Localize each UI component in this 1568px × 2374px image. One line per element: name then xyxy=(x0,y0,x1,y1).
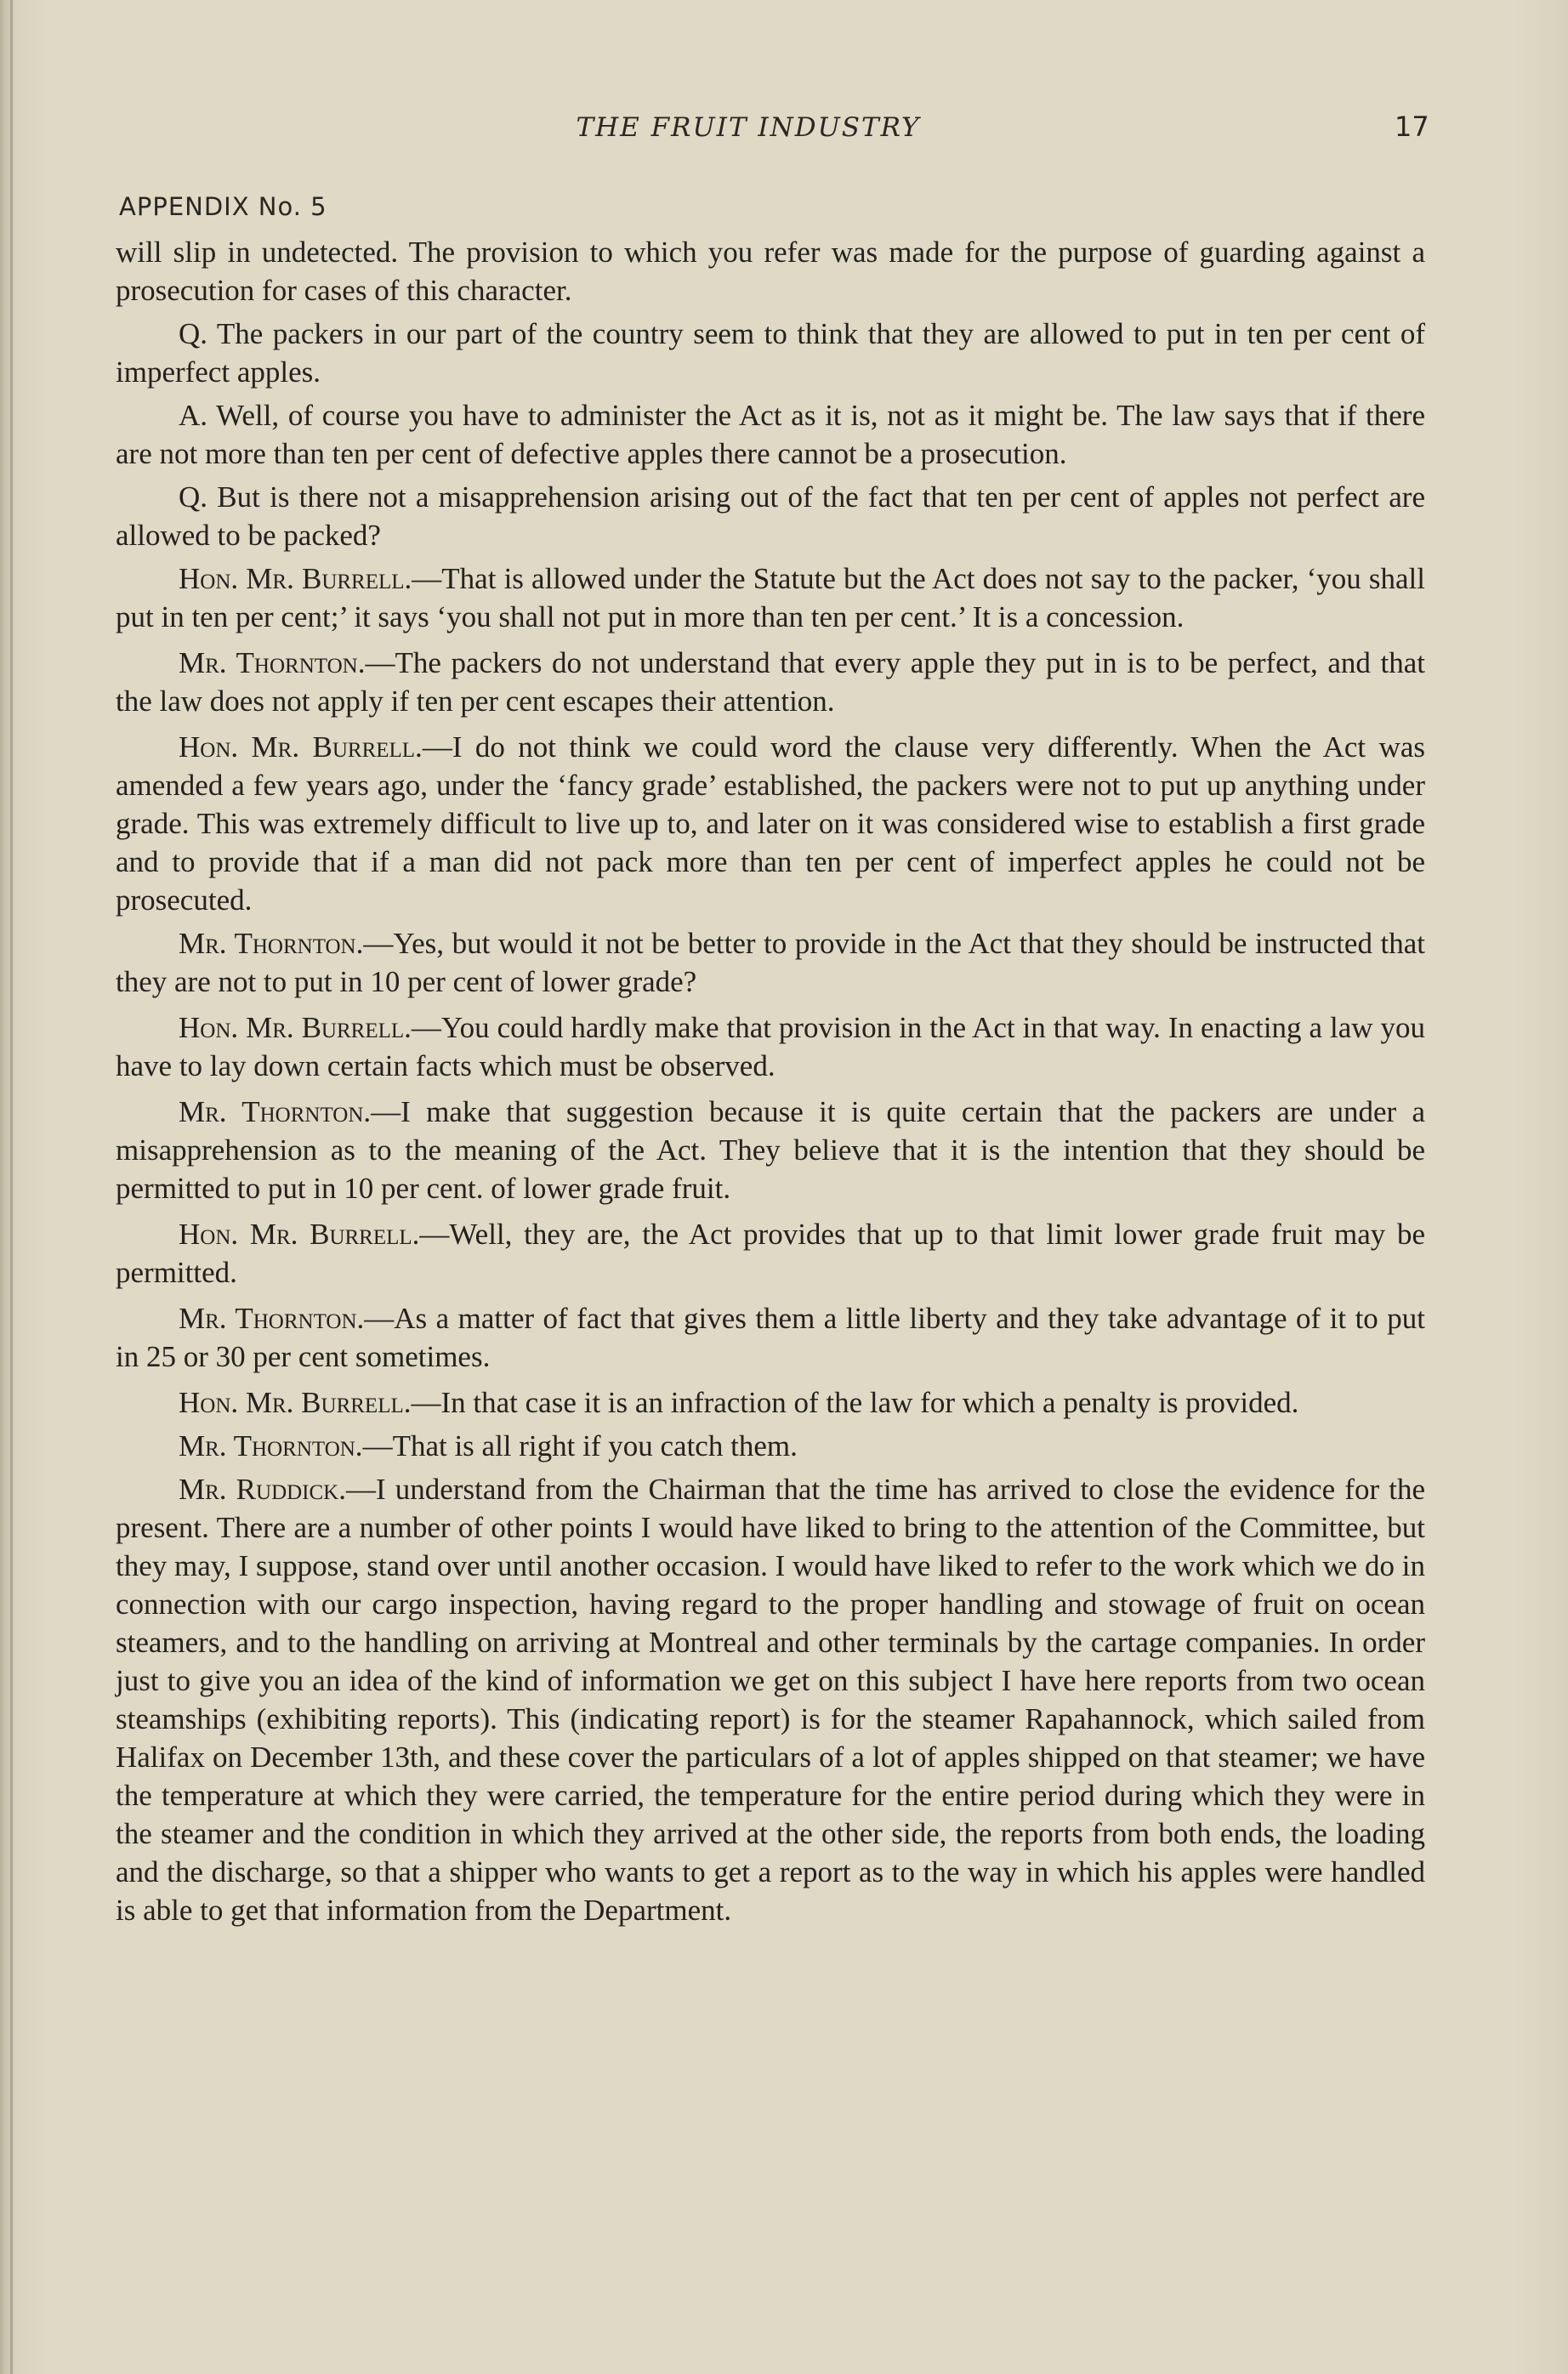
paragraph-text: Q. The packers in our part of the country seem to think that they are allowed to put in ten per cent of imperfect apples. xyxy=(116,317,1425,389)
paragraph-text: —The packers do not understand that every apple they put in is to be perfect, and that the law does not apply if ten per cent escapes their attention. xyxy=(116,646,1425,718)
paragraph-text: —That is allowed under the Statute but the Act does not say to the packer, ‘you shall put in ten per cent;’ it says ‘you shall not put in more than ten per cent.’ It is a concession. xyxy=(116,562,1425,633)
paragraph-text: —Well, they are, the Act provides that up to that limit lower grade fruit may be permitted. xyxy=(116,1218,1425,1289)
paragraph-text: —I do not think we could word the clause very differently. When the Act was amended a few years ago, under the ‘fancy grade’ established, the packers were not to put up anything under grade. This was extremely difficult to live up to, and later on it was considered wise to establish a first grade and to provide that if a man did not pack more than ten per cent of imperfect apples he could not be prosecuted. xyxy=(116,730,1425,917)
running-title: THE FRUIT INDUSTRY xyxy=(576,112,921,143)
paragraph xyxy=(116,396,1425,473)
paragraph xyxy=(116,1008,1425,1085)
paragraph xyxy=(116,1383,1425,1422)
paragraph xyxy=(116,1299,1425,1376)
speaker-name: Hon. Mr. Burrell. xyxy=(179,1218,420,1251)
paragraph-text: A. Well, of course you have to administer the Act as it is, not as it might be. The law says that if there are not more than ten per cent of defective apples there cannot be a prosecution. xyxy=(116,399,1425,470)
paragraph-text: —You could hardly make that provision in the Act in that way. In enacting a law you have to lay down certain facts which must be observed. xyxy=(116,1011,1425,1082)
speaker-name: Hon. Mr. Burrell. xyxy=(179,1011,412,1044)
paragraph xyxy=(116,478,1425,554)
speaker-name: Hon. Mr. Burrell. xyxy=(179,562,412,595)
appendix-label: APPENDIX No. 5 xyxy=(119,192,327,221)
speaker-name: Mr. Thornton. xyxy=(179,1429,363,1462)
body-text xyxy=(116,233,1425,1934)
speaker-name: Mr. Thornton. xyxy=(179,1302,365,1335)
paragraph xyxy=(116,1093,1425,1207)
page-number: 17 xyxy=(1395,111,1429,143)
paragraph xyxy=(116,728,1425,919)
paragraph xyxy=(116,559,1425,636)
speaker-name: Mr. Thornton. xyxy=(179,1095,372,1128)
paragraph-text: Q. But is there not a misapprehension arising out of the fact that ten per cent of apples not perfect are allowed to be packed? xyxy=(116,480,1425,552)
speaker-name: Mr. Thornton. xyxy=(179,927,364,960)
paragraph xyxy=(116,1427,1425,1465)
binding-gutter xyxy=(10,0,13,2374)
paragraph xyxy=(116,233,1425,310)
paragraph-text: —Yes, but would it not be better to provide in the Act that they should be instructed that they are not to put in 10 per cent of lower grade? xyxy=(116,927,1425,998)
paragraph xyxy=(116,644,1425,720)
paragraph xyxy=(116,1470,1425,1929)
paragraph-text: —That is all right if you catch them. xyxy=(362,1429,798,1462)
paragraph xyxy=(116,1215,1425,1292)
paragraph-text: will slip in undetected. The provision to which you refer was made for the purpose of guarding against a prosecution for cases of this character. xyxy=(116,236,1425,307)
paragraph xyxy=(116,315,1425,391)
paragraph-text: —As a matter of fact that gives them a little liberty and they take advantage of it to put in 25 or 30 per cent sometimes. xyxy=(116,1302,1425,1373)
speaker-name: Hon. Mr. Burrell. xyxy=(179,1386,412,1419)
paragraph-text: —In that case it is an infraction of the law for which a penalty is provided. xyxy=(411,1386,1299,1419)
paragraph-text: —I understand from the Chairman that the time has arrived to close the evidence for the present. There are a number of other points I would have liked to bring to the attention of the Committee, but they may, I suppose, stand over until another occasion. I would have liked to refer to the work which we do in connection with our cargo inspection, having regard to the proper handling and stowage of fruit on ocean steamers, and to the handling on arriving at Montreal and other terminals by the cartage companies. In order just to give you an idea of the kind of information we get on this subject I have here reports from two ocean steamships (exhibiting reports). This (indicating report) is for the steamer Rapahannock, which sailed from Halifax on December 13th, and these cover the particulars of a lot of apples shipped on that steamer; we have the temperature at which they were carried, the temperature for the entire period during which they were in the steamer and the condition in which they arrived at the other side, the reports from both ends, the loading and the discharge, so that a shipper who wants to get a report as to the way in which his apples were handled is able to get that information from the Department. xyxy=(116,1473,1426,1927)
speaker-name: Mr. Ruddick. xyxy=(179,1473,346,1506)
paragraph xyxy=(116,924,1425,1001)
speaker-name: Hon. Mr. Burrell. xyxy=(179,730,423,764)
speaker-name: Mr. Thornton. xyxy=(179,646,366,679)
paragraph-text: —I make that suggestion because it is quite certain that the packers are under a misapprehension as to the meaning of the Act. They believe that it is the intention that they should be permitted to put in 10 per cent. of lower grade fruit. xyxy=(116,1095,1425,1205)
